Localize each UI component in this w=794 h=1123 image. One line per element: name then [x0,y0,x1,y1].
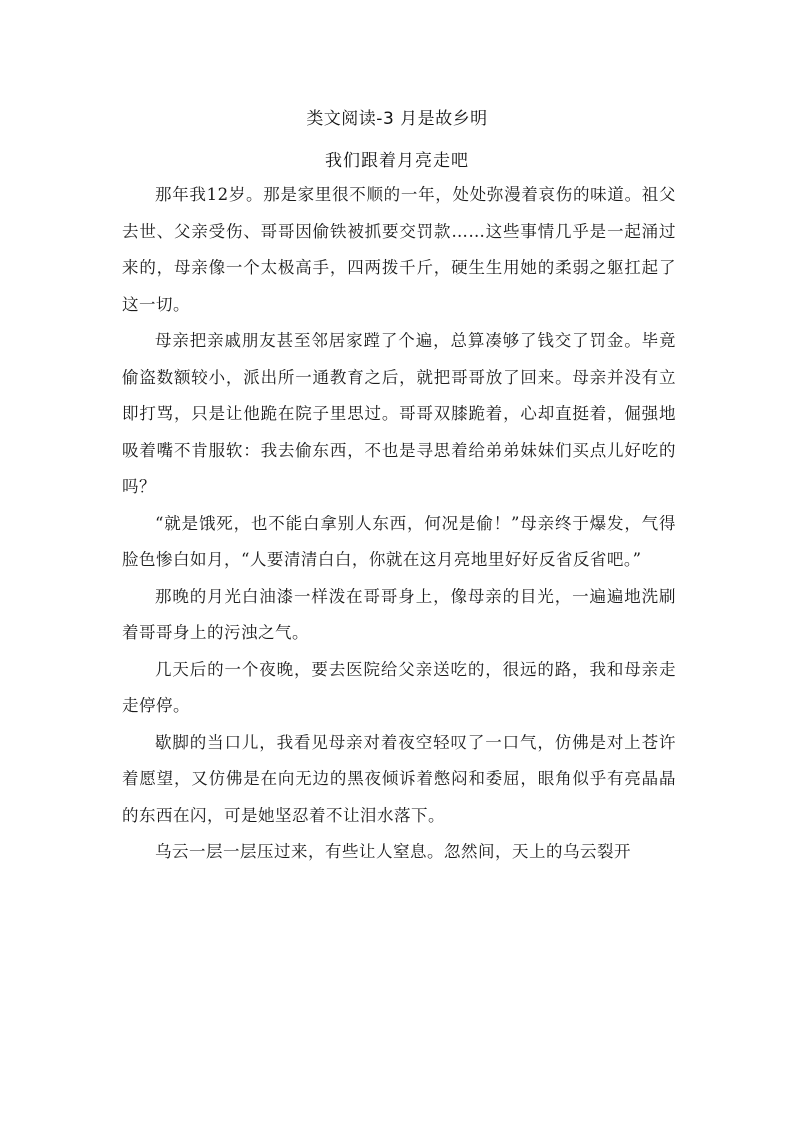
document-title: 类文阅读-3 月是故乡明 [306,109,488,129]
paragraph: 母亲把亲戚朋友甚至邻居家蹚了个遍，总算凑够了钱交了罚金。毕竟偷盗数额较小，派出所一通教育之后，就把哥哥放了回来。母亲并没有立即打骂，只是让他跪在院子里思过。哥哥双膝跪着，心却直挺着，倔强地吸着嘴不肯服软：我去偷东西，不也是寻思着给弟弟妹妹们买点儿好吃的吗？ [122,331,676,496]
article-body [122,177,676,871]
paragraph: “就是饿死，也不能白拿别人东西，何况是偷！”母亲终于爆发，气得脸色惨白如月，“人要清清白白，你就在这月亮地里好好反省反省吧。” [122,513,676,569]
paragraph: 歇脚的当口儿，我看见母亲对着夜空轻叹了一口气，仿佛是对上苍许着愿望，又仿佛是在向无边的黑夜倾诉着憋闷和委屈，眼角似乎有亮晶晶的东西在闪，可是她坚忍着不让泪水落下。 [122,732,676,825]
paragraph: 那晚的月光白油漆一样泼在哥哥身上，像母亲的目光，一遍遍地洗刷着哥哥身上的污浊之气。 [122,586,676,642]
paragraph: 乌云一层一层压过来，有些让人窒息。忽然间，天上的乌云裂开 [155,842,631,861]
article-title: 我们跟着月亮走吧 [325,151,469,171]
paragraph: 那年我12岁。那是家里很不顺的一年，处处弥漫着哀伤的味道。祖父去世、父亲受伤、哥哥因偷铁被抓要交罚款……这些事情几乎是一起涌过来的，母亲像一个太极高手，四两拨千斤，硬生生用她的柔弱之躯扛起了这一切。 [122,185,676,314]
paragraph: 几天后的一个夜晚，要去医院给父亲送吃的，很远的路，我和母亲走走停停。 [122,659,676,715]
